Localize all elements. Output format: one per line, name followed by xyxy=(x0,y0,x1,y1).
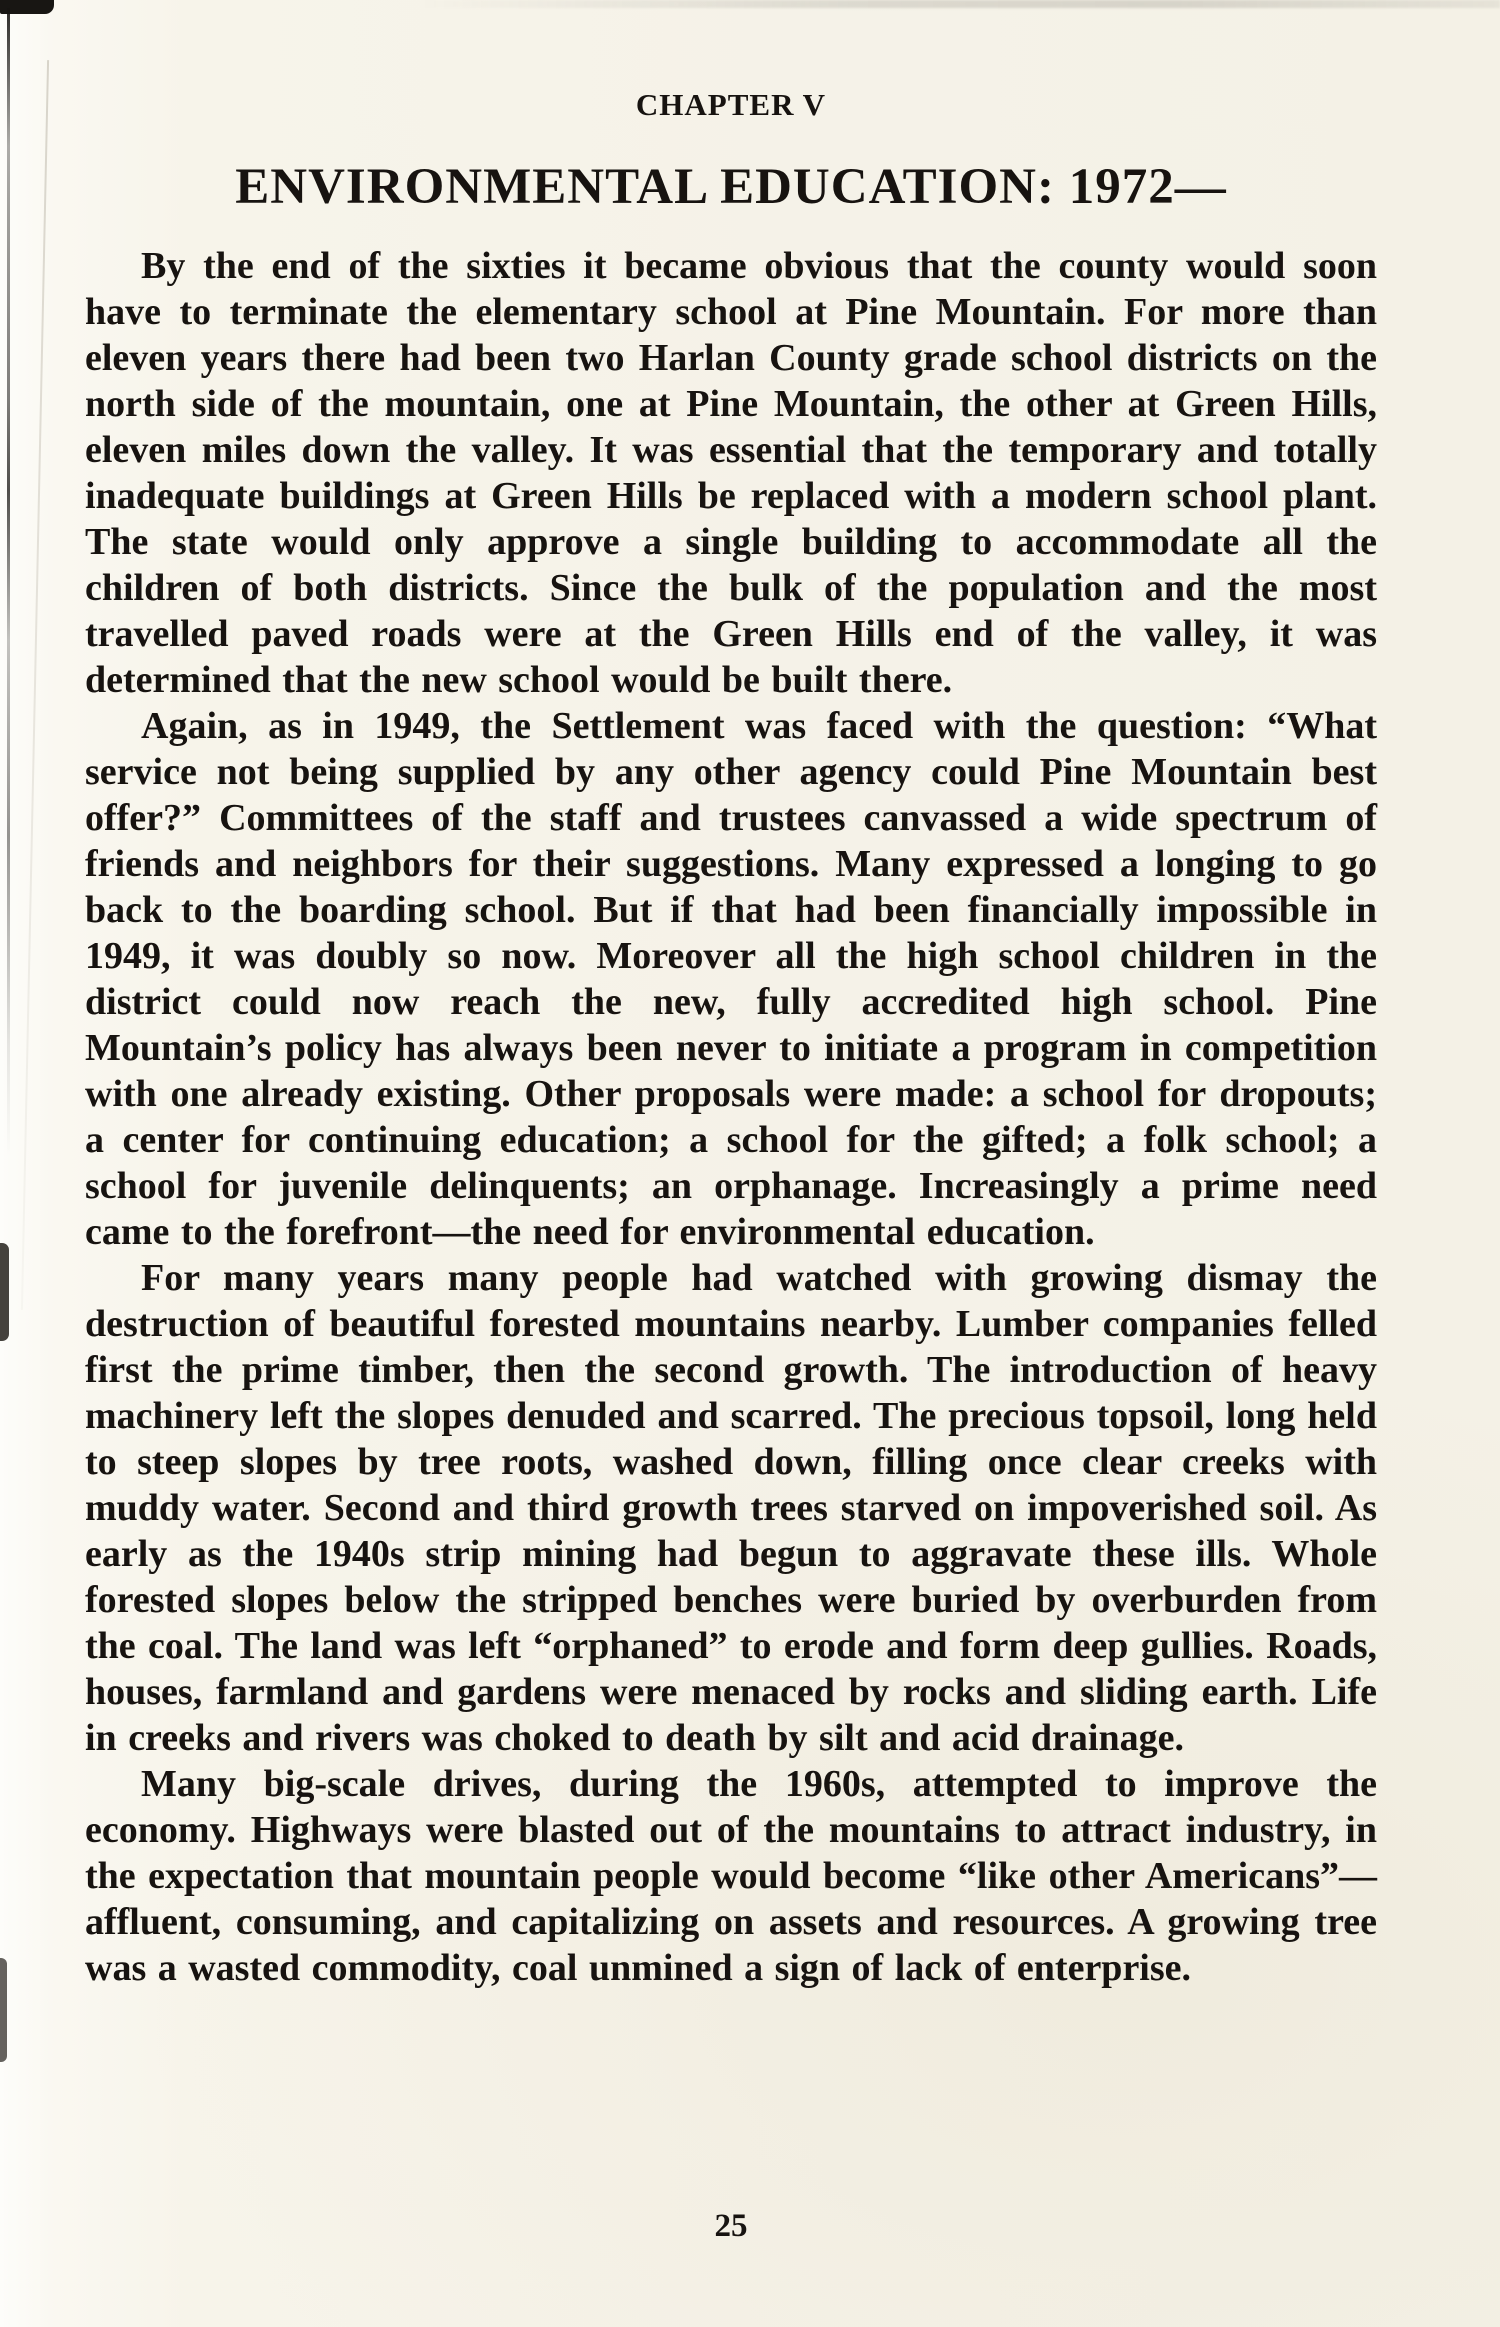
paragraph-3: For many years many people had watched with growing dismay the destruction of beautiful forested mountains nearby. Lumber companies felled first the prime timber, then the second growth. The introduction of heavy machinery left the slopes denuded and scarred. The precious topsoil, long held to steep slopes by tree roots, washed down, filling once clear creeks with muddy water. Second and third growth trees starved on impoverished soil. As early as the 1940s strip mining had begun to aggravate these ills. Whole forested slopes below the stripped benches were buried by overburden from the coal. The land was left “orphaned” to erode and form deep gullies. Roads, houses, farmland and gardens were menaced by rocks and sliding earth. Life in creeks and rivers was choked to death by silt and acid drainage. xyxy=(85,1257,1377,1759)
body-text xyxy=(85,243,1377,1991)
scan-artifact-edge-blob-lower xyxy=(0,1958,7,2062)
paragraph-1: By the end of the sixties it became obvious that the county would soon have to terminate the elementary school at Pine Mountain. For more than eleven years there had been two Harlan County grade school districts on the north side of the mountain, one at Pine Mountain, the other at Green Hills, eleven miles down the valley. It was essential that the temporary and totally inadequate buildings at Green Hills be replaced with a modern school plant. The state would only approve a single building to accommodate all the children of both districts. Since the bulk of the population and the most travelled paved roads were at the Green Hills end of the valley, it was determined that the new school would be built there. xyxy=(85,245,1377,701)
chapter-heading: CHAPTER V xyxy=(635,87,827,122)
scan-artifact-page-crease xyxy=(21,60,49,1310)
text-block xyxy=(85,88,1377,1991)
page-title: ENVIRONMENTAL EDUCATION: 1972— xyxy=(235,159,1227,215)
paragraph-2: Again, as in 1949, the Settlement was faced with the question: “What service not being supplied by any other agency could Pine Mountain best offer?” Committees of the staff and trustees canvassed a wide spectrum of friends and neighbors for their suggestions. Many expressed a longing to go back to the boarding school. But if that had been financially impossible in 1949, it was doubly so now. Moreover all the high school children in the district could now reach the new, fully accredited high school. Pine Mountain’s policy has always been never to initiate a program in competition with one already existing. Other proposals were made: a school for dropouts; a center for continuing education; a school for the gifted; a folk school; a school for juvenile delinquents; an orphanage. Increasingly a prime need came to the forefront—the need for environmental education. xyxy=(85,705,1377,1253)
page-number: 25 xyxy=(714,2208,748,2244)
scan-artifact-edge-blob-upper xyxy=(0,1243,9,1341)
scan-artifact-binding-line xyxy=(7,8,10,1158)
scan-artifact-top-speckle xyxy=(420,0,1500,8)
paragraph-4: Many big-scale drives, during the 1960s, attempted to improve the economy. Highways were blasted out of the mountains to attract industry, in the expectation that mountain people would become “like other Americans”—affluent, consuming, and capitalizing on assets and resources. A growing tree was a wasted commodity, coal unmined a sign of lack of enterprise. xyxy=(85,1763,1377,1989)
